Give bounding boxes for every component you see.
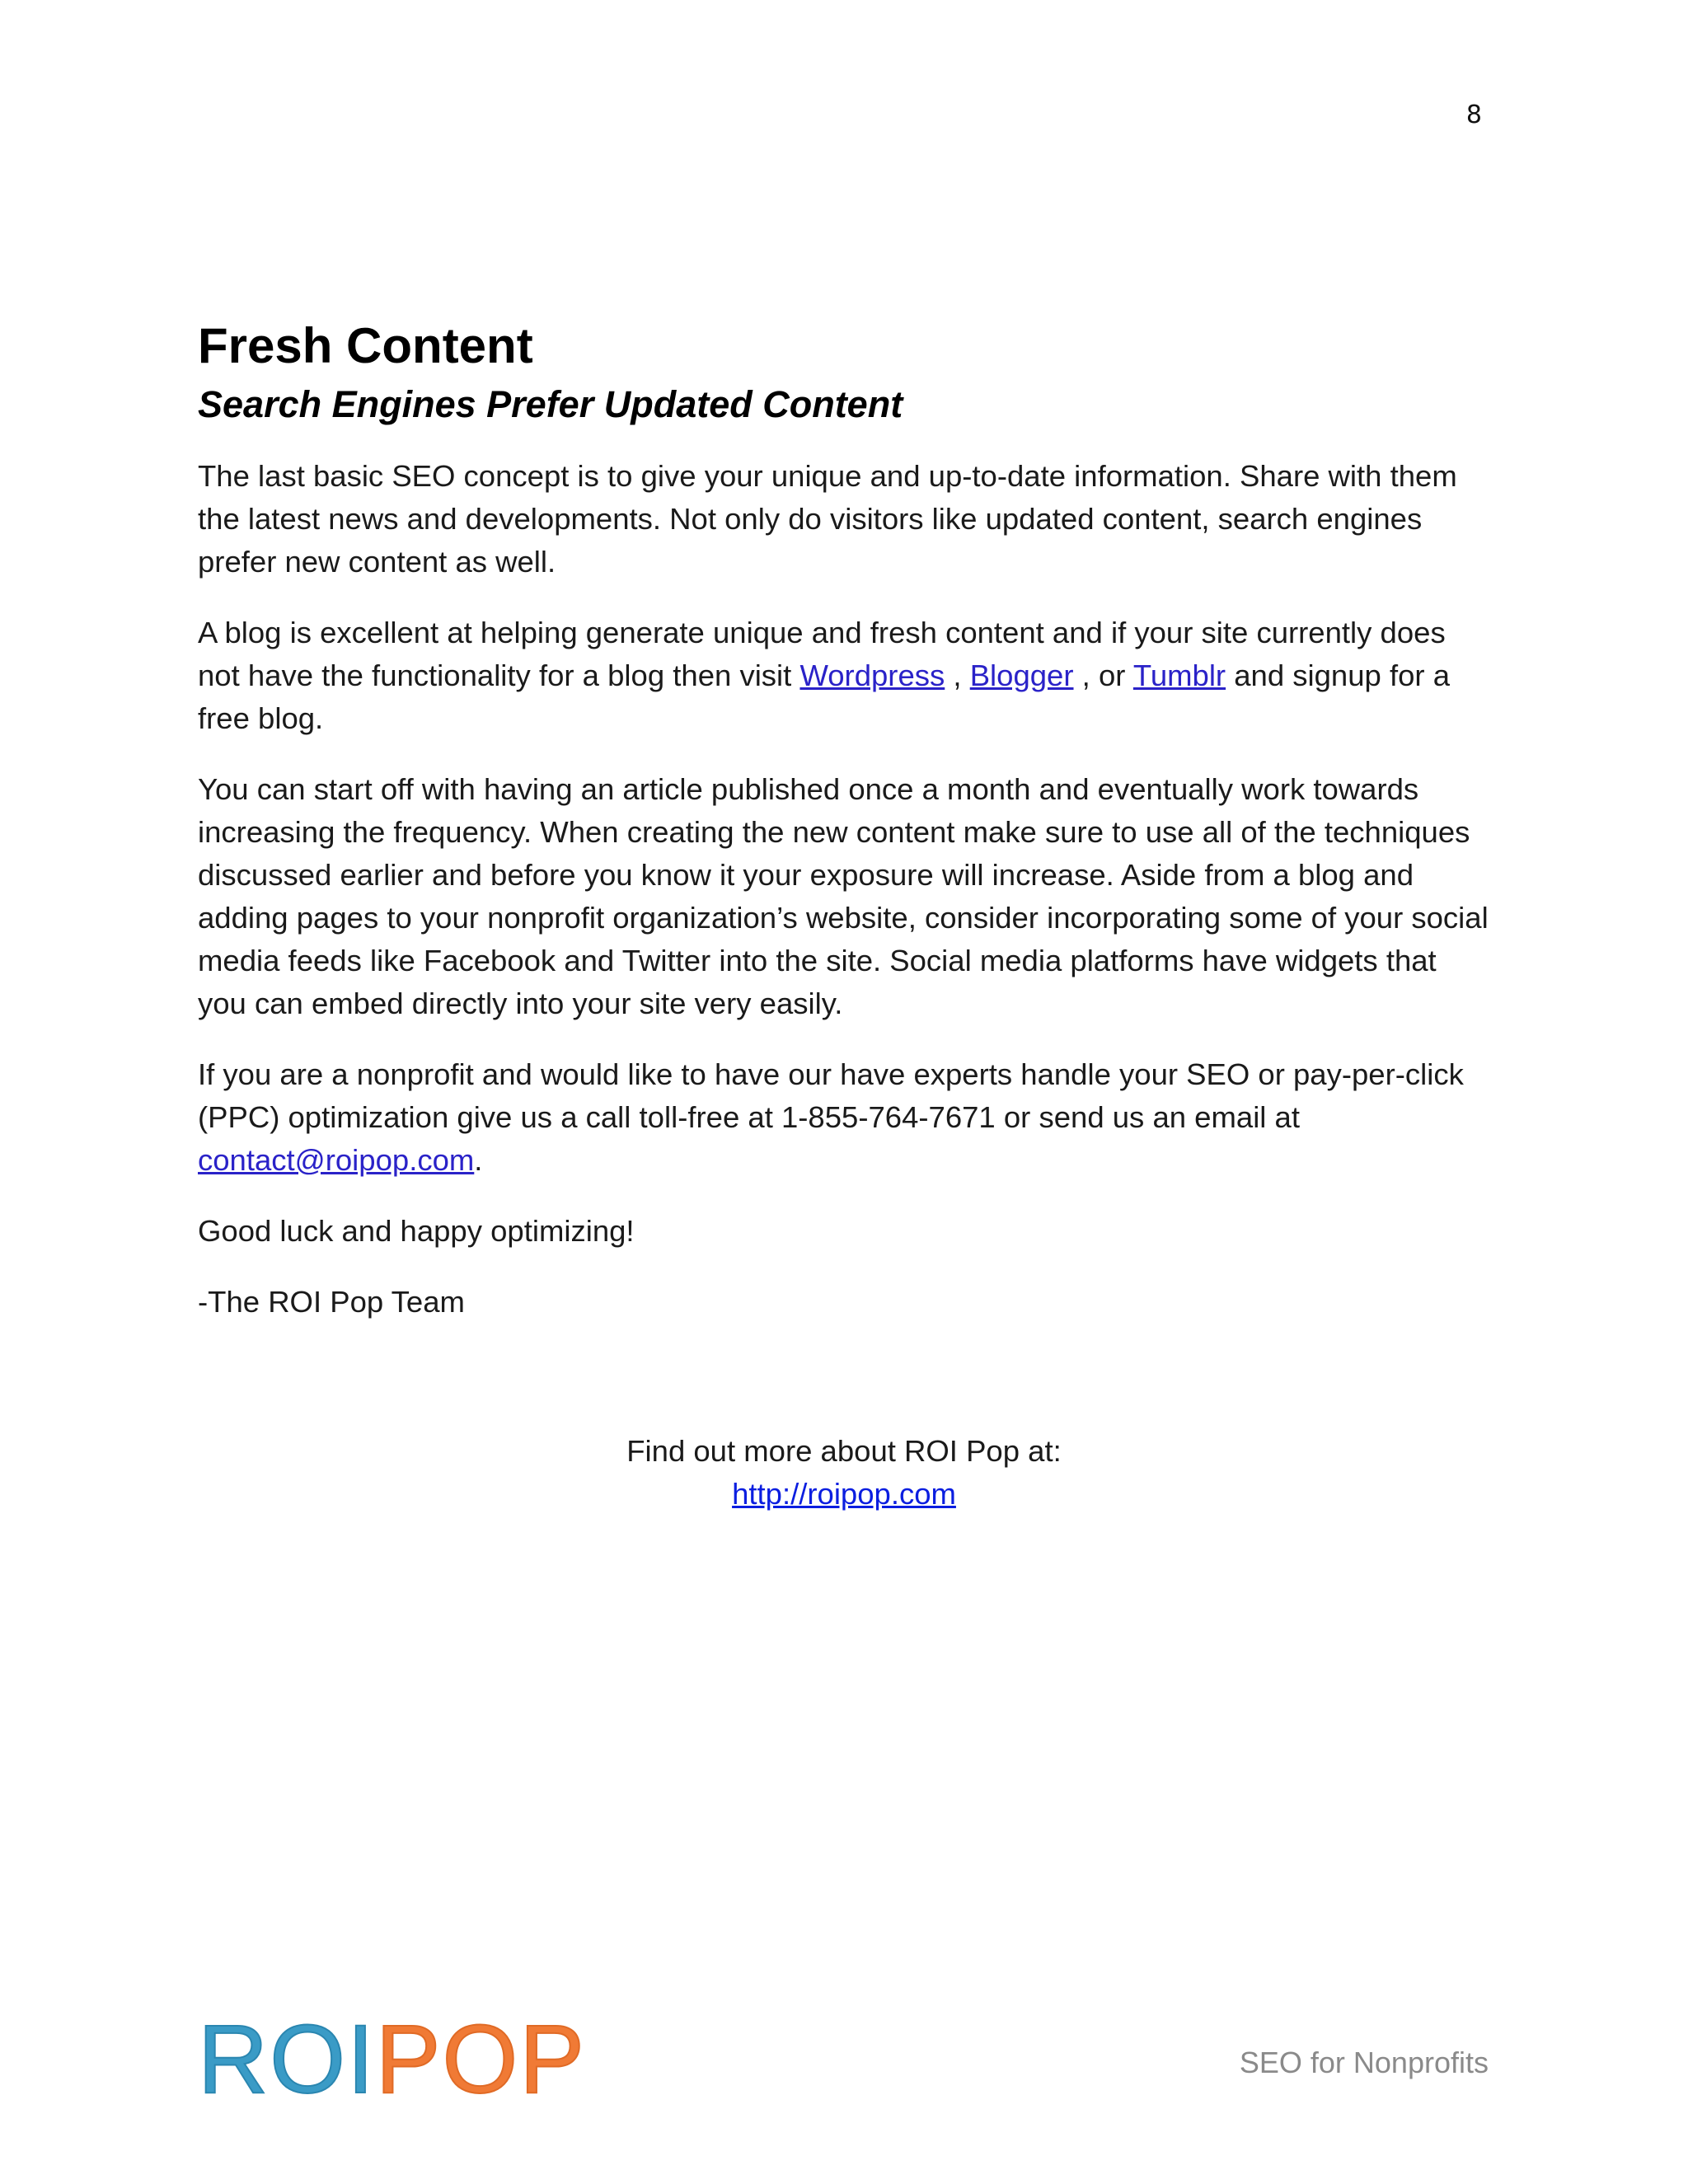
roipop-logo (198, 2005, 586, 2114)
paragraph-contact-text: If you are a nonprofit and would like to have our have experts handle your SEO or pay-per-click (PPC) optimization give us a call toll-free at 1-855-764-7671 or send us an email at (198, 1057, 1464, 1134)
website-link[interactable]: http://roipop.com (732, 1477, 956, 1511)
page-subtitle: Search Engines Prefer Updated Content (198, 383, 903, 425)
page-number: 8 (1465, 101, 1482, 129)
paragraph-contact-end: . (474, 1143, 483, 1177)
logo-pop-text: POP (375, 2005, 586, 2114)
email-link[interactable]: contact@roipop.com (198, 1143, 475, 1177)
paragraph-blog-text-end: and signup for a free blog. (198, 658, 1451, 735)
promo-block (0, 1430, 1688, 1516)
article-body (198, 317, 1492, 1352)
logo-roi-text: ROI (198, 2005, 376, 2114)
tumblr-link[interactable]: Tumblr (1132, 658, 1226, 692)
paragraph-frequency: You can start off with having an article published once a month and eventually work towards increasing the frequency. When creating the new content make sure to use all of the techniques discussed earlier and before you know it your exposure will increase. Aside from a blog and adding pages to your nonprofit organization’s website, consider incorporating some of your social media feeds like Facebook and Twitter into the site. Social media platforms have widgets that you can embed directly into your site very easily. (198, 772, 1489, 1020)
footer-tagline: SEO for Nonprofits (1239, 2046, 1489, 2079)
promo-text: Find out more about ROI Pop at: (626, 1434, 1062, 1468)
page-title: Fresh Content (198, 318, 533, 373)
paragraph-contact (198, 1053, 1492, 1182)
paragraph-blog (198, 612, 1492, 740)
paragraph-intro: The last basic SEO concept is to give your unique and up-to-date information. Share with them the latest news and developments. Not only do visitors like updated content, search engines prefer new content as well. (198, 459, 1457, 579)
paragraph-blog-text-start: A blog is excellent at helping generate unique and fresh content and if your site currently does not have the functionality for a blog then visit (198, 616, 1446, 692)
signature: -The ROI Pop Team (198, 1285, 465, 1319)
paragraph-closing: Good luck and happy optimizing! (198, 1214, 635, 1248)
blogger-link[interactable]: Blogger (969, 658, 1074, 692)
separator-text: , or (1073, 658, 1133, 692)
separator-text: , (945, 658, 970, 692)
wordpress-link[interactable]: Wordpress (799, 658, 945, 692)
